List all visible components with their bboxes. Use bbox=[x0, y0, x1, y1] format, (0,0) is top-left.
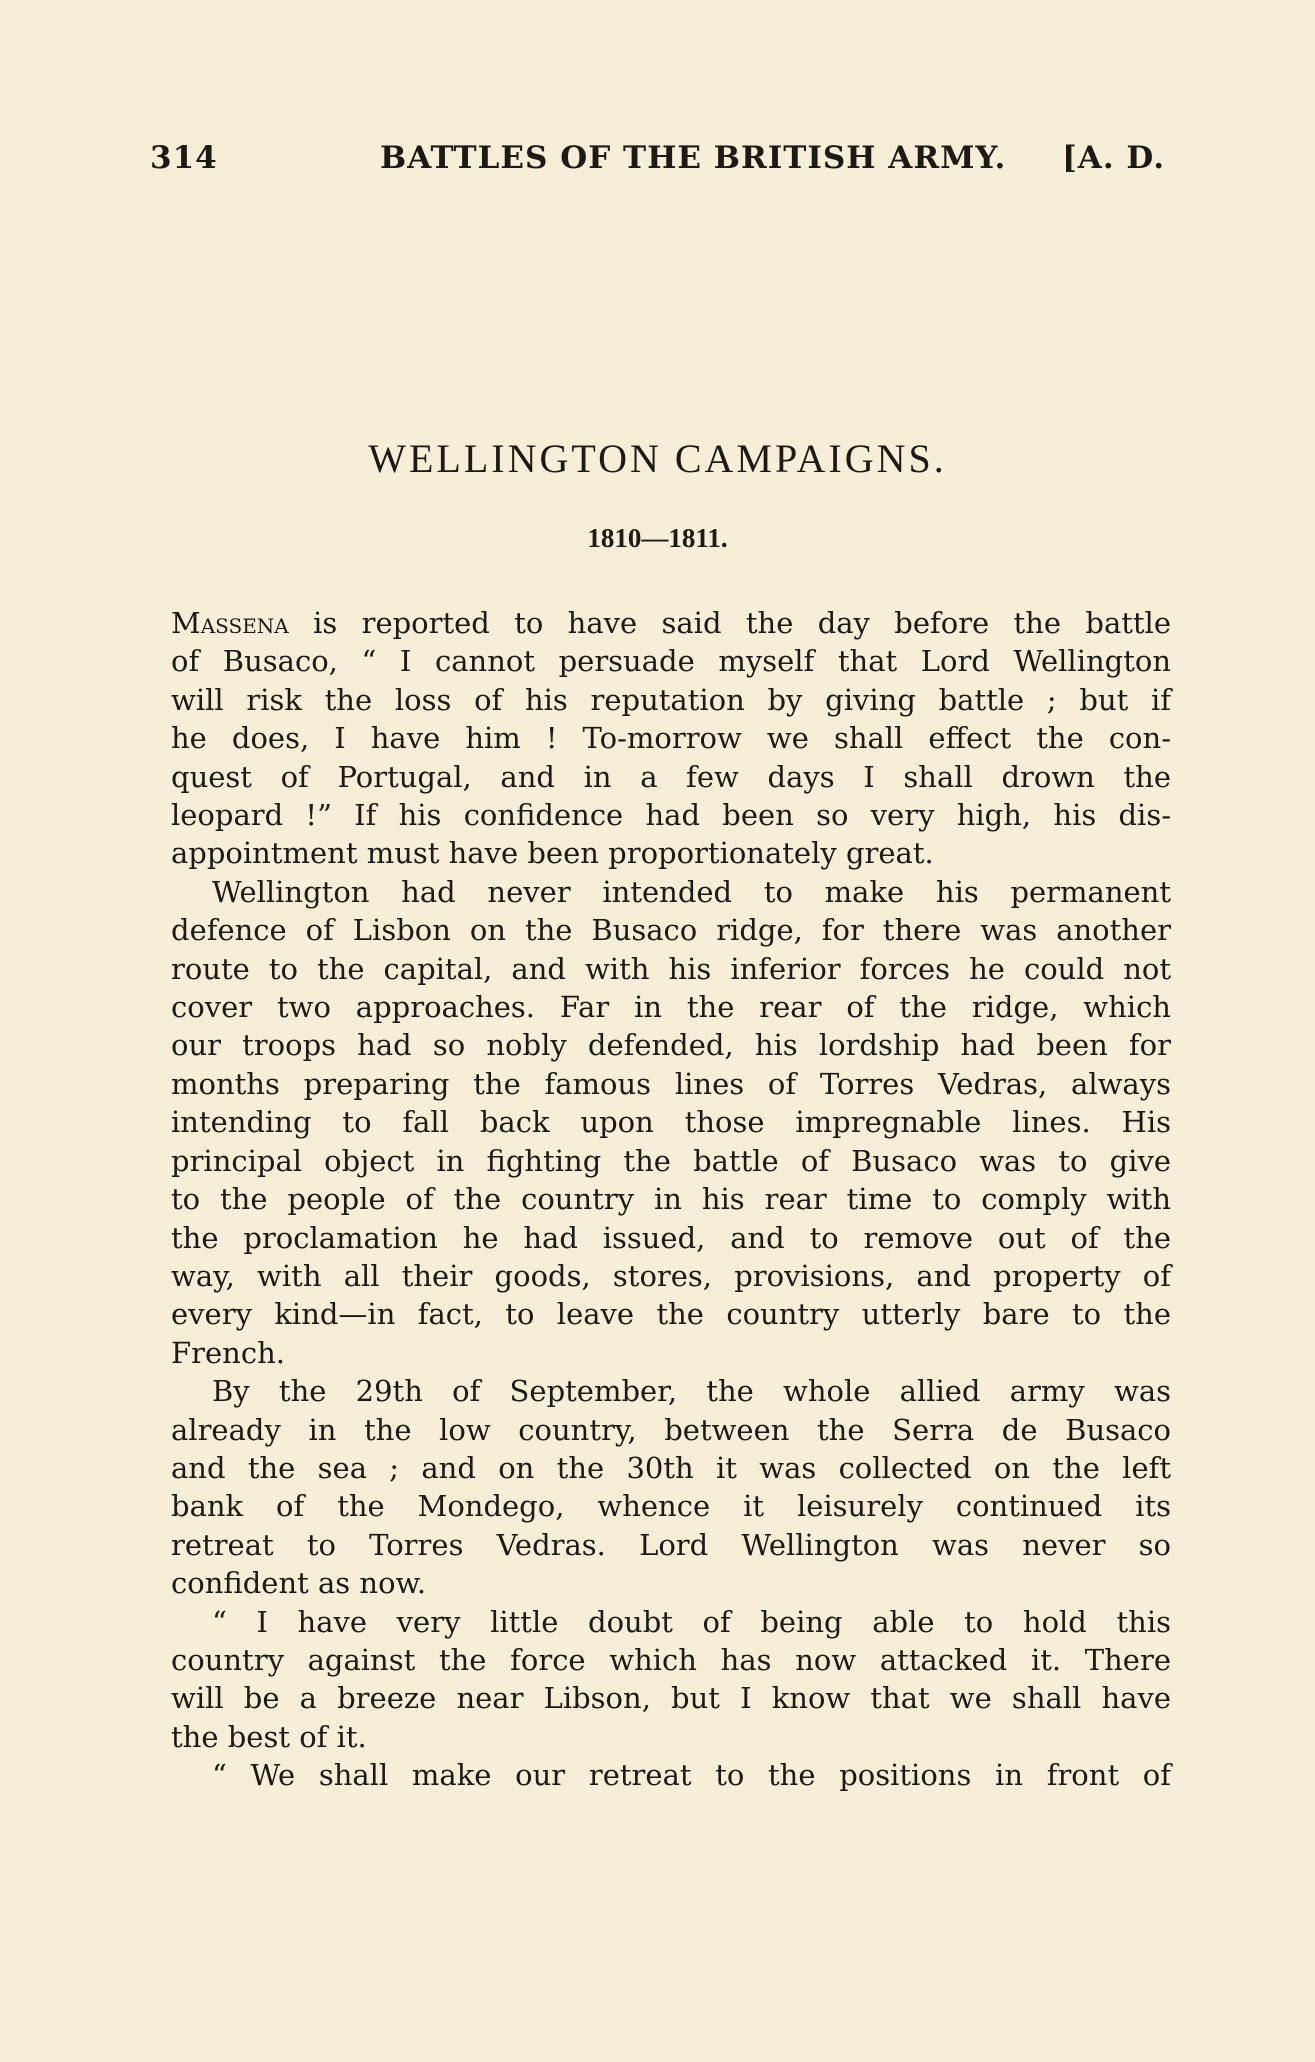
line-text: way, with all their goods, stores, provisions, and property of bbox=[171, 1258, 1171, 1293]
text-line bbox=[171, 1026, 1171, 1064]
line-text: the proclamation he had issued, and to remove out of the bbox=[171, 1220, 1171, 1255]
line-text: the best of it. bbox=[171, 1719, 367, 1754]
text-line bbox=[171, 1487, 1171, 1525]
text-line bbox=[171, 1372, 1171, 1410]
text-line bbox=[171, 988, 1171, 1026]
line-text: intending to fall back upon those impregnable lines. His bbox=[171, 1105, 1171, 1140]
line-text: route to the capital, and with his inferior forces he could not bbox=[171, 951, 1171, 986]
line-text: to the people of the country in his rear time to comply with bbox=[171, 1182, 1171, 1217]
line-text: our troops had so nobly defended, his lordship had been for bbox=[171, 1028, 1171, 1063]
text-line bbox=[171, 1718, 1171, 1756]
text-line bbox=[171, 642, 1171, 680]
text-line bbox=[171, 950, 1171, 988]
text-line bbox=[171, 1641, 1171, 1679]
line-text: cover two approaches. Far in the rear of the ridge, which bbox=[171, 990, 1171, 1025]
line-text: principal object in fighting the battle of Busaco was to give bbox=[171, 1143, 1171, 1178]
line-text: will risk the loss of his reputation by giving battle ; but if bbox=[171, 682, 1171, 717]
running-title: BATTLES OF THE BRITISH ARMY. bbox=[380, 140, 1007, 176]
text-line bbox=[171, 1756, 1171, 1794]
line-text: of Busaco, “ I cannot persuade myself that Lord Wellington bbox=[171, 644, 1171, 679]
line-text: bank of the Mondego, whence it leisurely continued its bbox=[171, 1489, 1171, 1524]
text-line bbox=[171, 1257, 1171, 1295]
text-line bbox=[171, 1295, 1171, 1333]
text-line bbox=[171, 1411, 1171, 1449]
line-text: defence of Lisbon on the Busaco ridge, for there was another bbox=[171, 913, 1171, 948]
text-line bbox=[171, 1065, 1171, 1103]
text-line bbox=[171, 1449, 1171, 1487]
body-text bbox=[171, 604, 1171, 1795]
line-text: quest of Portugal, and in a few days I shall drown the bbox=[171, 759, 1171, 794]
line-text: Wellington had never intended to make his permanent bbox=[212, 874, 1171, 909]
line-text: “ I have very little doubt of being able to hold this bbox=[212, 1604, 1171, 1639]
line-text: will be a breeze near Libson, but I know that we shall have bbox=[171, 1681, 1171, 1716]
text-line bbox=[171, 1564, 1171, 1602]
line-text: months preparing the famous lines of Torres Vedras, always bbox=[171, 1066, 1171, 1101]
line-text: every kind—in fact, to leave the country utterly bare to the bbox=[171, 1297, 1171, 1332]
text-line bbox=[171, 796, 1171, 834]
text-line bbox=[171, 873, 1171, 911]
text-line bbox=[171, 1180, 1171, 1218]
text-line bbox=[171, 1142, 1171, 1180]
text-line bbox=[171, 1679, 1171, 1717]
line-text: is reported to have said the day before the battle bbox=[313, 606, 1171, 640]
line-text: appointment must have been proportionately great. bbox=[171, 836, 934, 871]
text-line bbox=[171, 1219, 1171, 1257]
text-line bbox=[171, 604, 1171, 642]
text-line bbox=[171, 1334, 1171, 1372]
text-line bbox=[171, 719, 1171, 757]
text-line bbox=[171, 911, 1171, 949]
text-line bbox=[171, 1526, 1171, 1564]
line-text: and the sea ; and on the 30th it was collected on the left bbox=[171, 1450, 1171, 1485]
line-text: retreat to Torres Vedras. Lord Wellington was never so bbox=[171, 1527, 1171, 1562]
text-line bbox=[171, 758, 1171, 796]
line-text: “ We shall make our retreat to the positions in front of bbox=[212, 1758, 1171, 1793]
era-mark: [A. D. bbox=[1062, 140, 1165, 176]
text-line bbox=[171, 834, 1171, 872]
page-number: 314 bbox=[150, 140, 218, 176]
line-text: French. bbox=[171, 1335, 285, 1370]
text-line bbox=[171, 1603, 1171, 1641]
line-text: he does, I have him ! To-morrow we shall effect the con- bbox=[171, 721, 1171, 756]
chapter-title: WELLINGTON CAMPAIGNS. bbox=[368, 436, 947, 481]
running-head bbox=[150, 140, 1165, 180]
line-text: confident as now. bbox=[171, 1566, 427, 1601]
lead-word: Massena bbox=[171, 606, 289, 640]
text-line bbox=[171, 681, 1171, 719]
text-line bbox=[171, 1103, 1171, 1141]
chapter-dates: 1810—1811. bbox=[587, 523, 728, 553]
line-text: leopard !” If his confidence had been so very high, his dis- bbox=[171, 798, 1171, 833]
line-text: By the 29th of September, the whole allied army was bbox=[212, 1374, 1171, 1409]
line-text: already in the low country, between the Serra de Busaco bbox=[171, 1412, 1171, 1447]
line-text: country against the force which has now attacked it. There bbox=[171, 1642, 1171, 1677]
